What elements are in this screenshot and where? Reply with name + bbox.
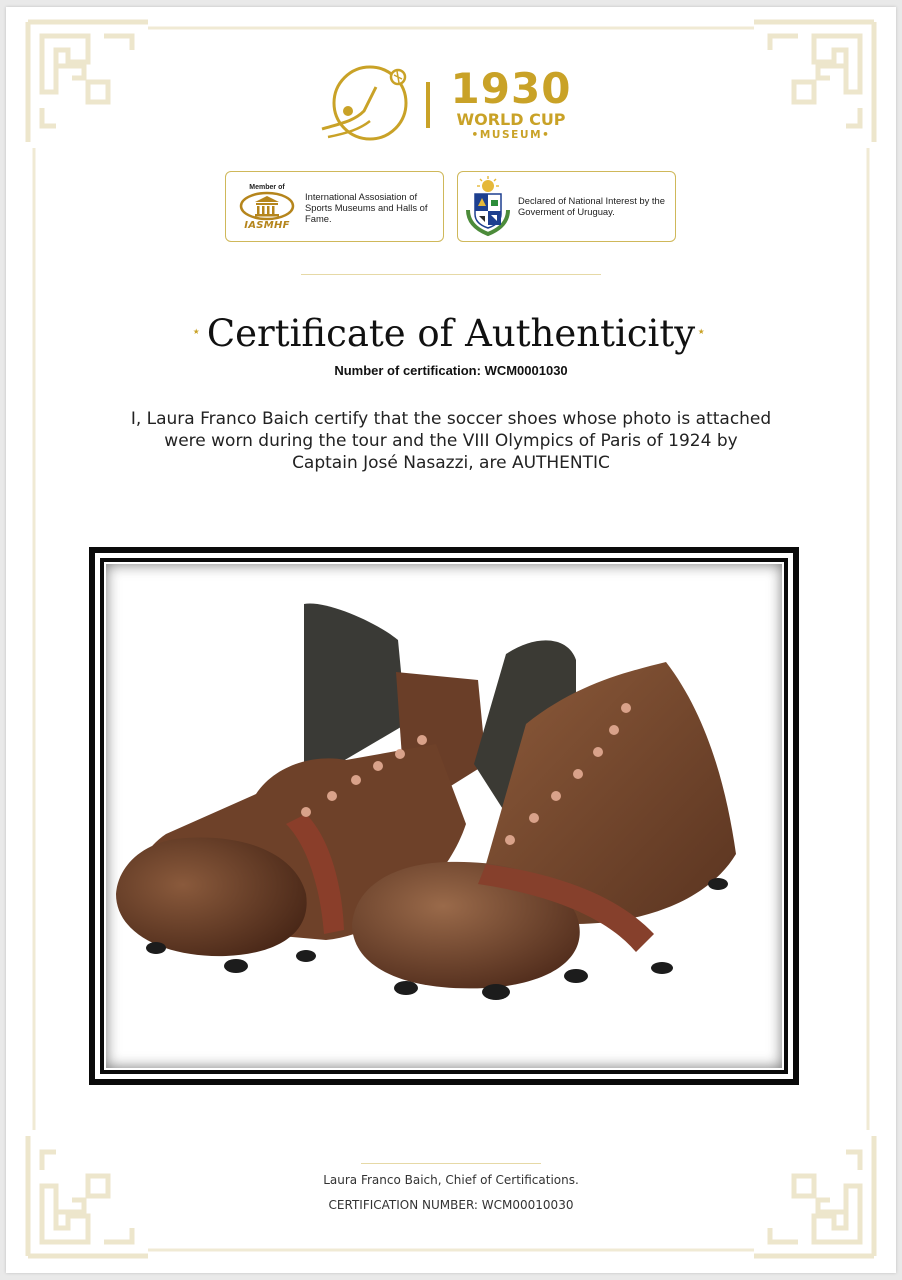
title-star-right-icon: ⭑	[698, 324, 705, 338]
uruguay-coat-of-arms-icon	[463, 176, 513, 238]
logo-divider-bar	[426, 82, 430, 128]
iasmhf-label: IASMHF	[244, 220, 290, 231]
certification-number-line: Number of certification: WCM0001030	[334, 363, 568, 378]
header-divider	[301, 274, 601, 275]
iasmhf-description: International Assosiation of Sports Museums and Halls of Fame.	[305, 191, 428, 224]
logo-subtitle: •MUSEUM•	[471, 129, 551, 141]
logo-year: 1930	[450, 64, 572, 113]
certificate-title: Certificate of Authenticity	[206, 312, 696, 355]
museum-building-icon	[239, 191, 295, 221]
signer-name: Laura Franco Baich, Chief of Certifications.	[323, 1173, 579, 1187]
player-kicking-ball-emblem-icon	[320, 63, 412, 147]
certification-statement: I, Laura Franco Baich certify that the soccer shoes whose photo is attached were worn during the tour and the VIII Olympics of Paris of 1924 by Captain José Nasazzi, are AUTHENTIC	[130, 409, 772, 473]
logo-name: WORLD CUP	[456, 110, 566, 129]
signature-line	[361, 1163, 541, 1164]
national-interest-description: Declared of National Interest by the Goverment of Uruguay.	[518, 195, 665, 217]
vintage-leather-soccer-boots-image	[106, 564, 782, 1068]
title-star-left-icon: ⭑	[193, 324, 200, 338]
member-of-label: Member of	[249, 184, 285, 191]
footer-certification-number: CERTIFICATION NUMBER: WCM00010030	[328, 1198, 574, 1212]
